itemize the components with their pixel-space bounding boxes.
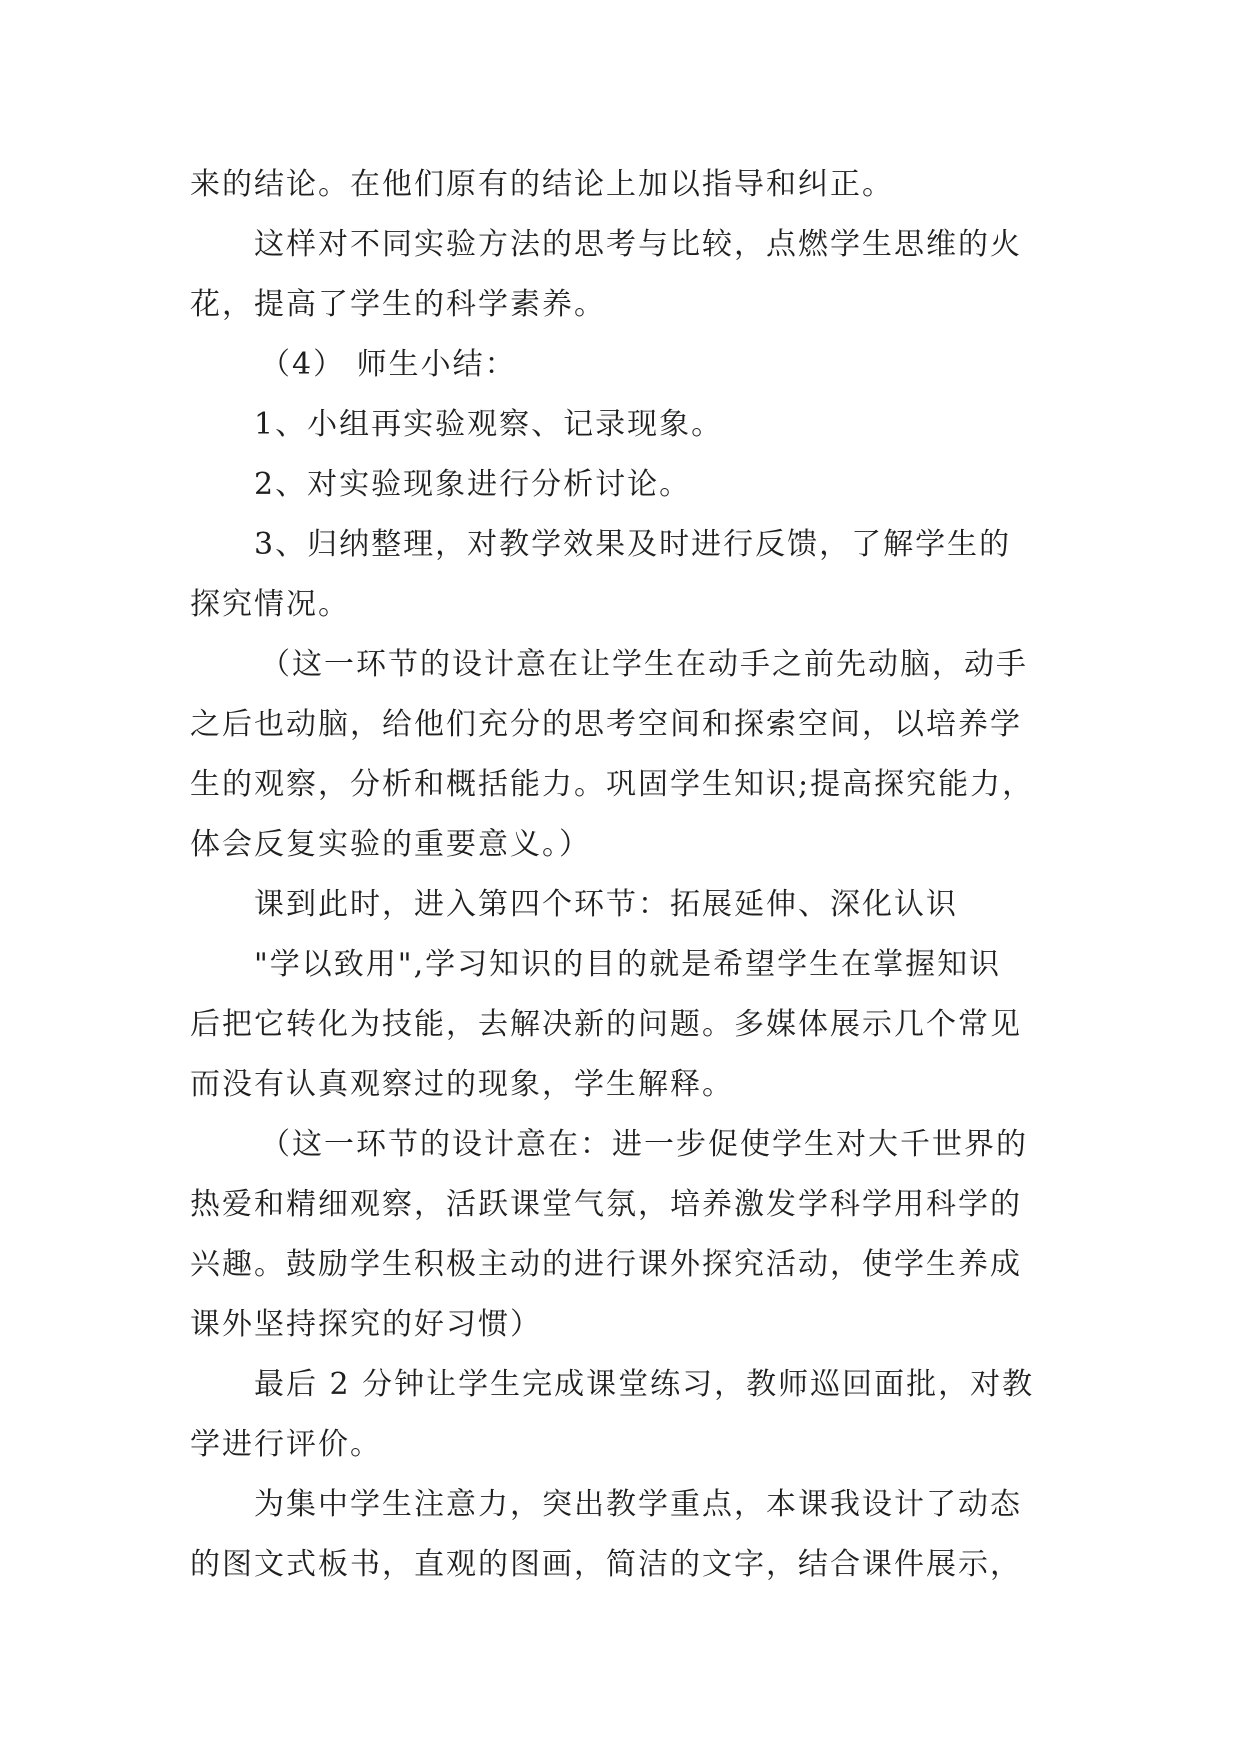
document-body	[190, 155, 1050, 1595]
text-line: 来的结论。在他们原有的结论上加以指导和纠正。	[190, 167, 894, 202]
text-line: 这样对不同实验方法的思考与比较，点燃学生思维的火	[254, 227, 1022, 262]
text-line: 学进行评价。	[190, 1427, 382, 1462]
list-item: 1、小组再实验观察、记录现象。	[254, 407, 724, 442]
text-line: 课外坚持探究的好习惯）	[190, 1307, 542, 1342]
text-line: 兴趣。鼓励学生积极主动的进行课外探究活动，使学生养成	[190, 1247, 1022, 1282]
text-line: 热爱和精细观察，活跃课堂气氛，培养激发学科学用科学的	[190, 1187, 1022, 1222]
text-line: 花，提高了学生的科学素养。	[190, 287, 606, 322]
text-line: 为集中学生注意力，突出教学重点，本课我设计了动态	[254, 1487, 1022, 1522]
text-line: 课到此时，进入第四个环节：拓展延伸、深化认识	[254, 887, 958, 922]
text-line: 最后 2 分钟让学生完成课堂练习，教师巡回面批，对教	[254, 1367, 1035, 1402]
text-line: （这一环节的设计意在让学生在动手之前先动脑，动手	[260, 647, 1028, 682]
text-line: 探究情况。	[190, 587, 350, 622]
list-item: 3、归纳整理，对教学效果及时进行反馈，了解学生的	[254, 527, 1012, 562]
text-line: 生的观察，分析和概括能力。巩固学生知识;提高探究能力，	[190, 767, 1035, 802]
text-line: 之后也动脑，给他们充分的思考空间和探索空间，以培养学	[190, 707, 1022, 742]
text-line: （这一环节的设计意在：进一步促使学生对大千世界的	[260, 1127, 1028, 1162]
text-line: "学以致用",学习知识的目的就是希望学生在掌握知识	[254, 947, 1002, 982]
text-line: 的图文式板书，直观的图画，简洁的文字，结合课件展示，	[190, 1547, 1022, 1582]
list-item: 2、对实验现象进行分析讨论。	[254, 467, 692, 502]
section-heading: （4） 师生小结：	[260, 347, 517, 382]
text-line: 后把它转化为技能，去解决新的问题。多媒体展示几个常见	[190, 1007, 1022, 1042]
text-line: 体会反复实验的重要意义。）	[190, 827, 591, 862]
text-line: 而没有认真观察过的现象，学生解释。	[190, 1067, 734, 1102]
